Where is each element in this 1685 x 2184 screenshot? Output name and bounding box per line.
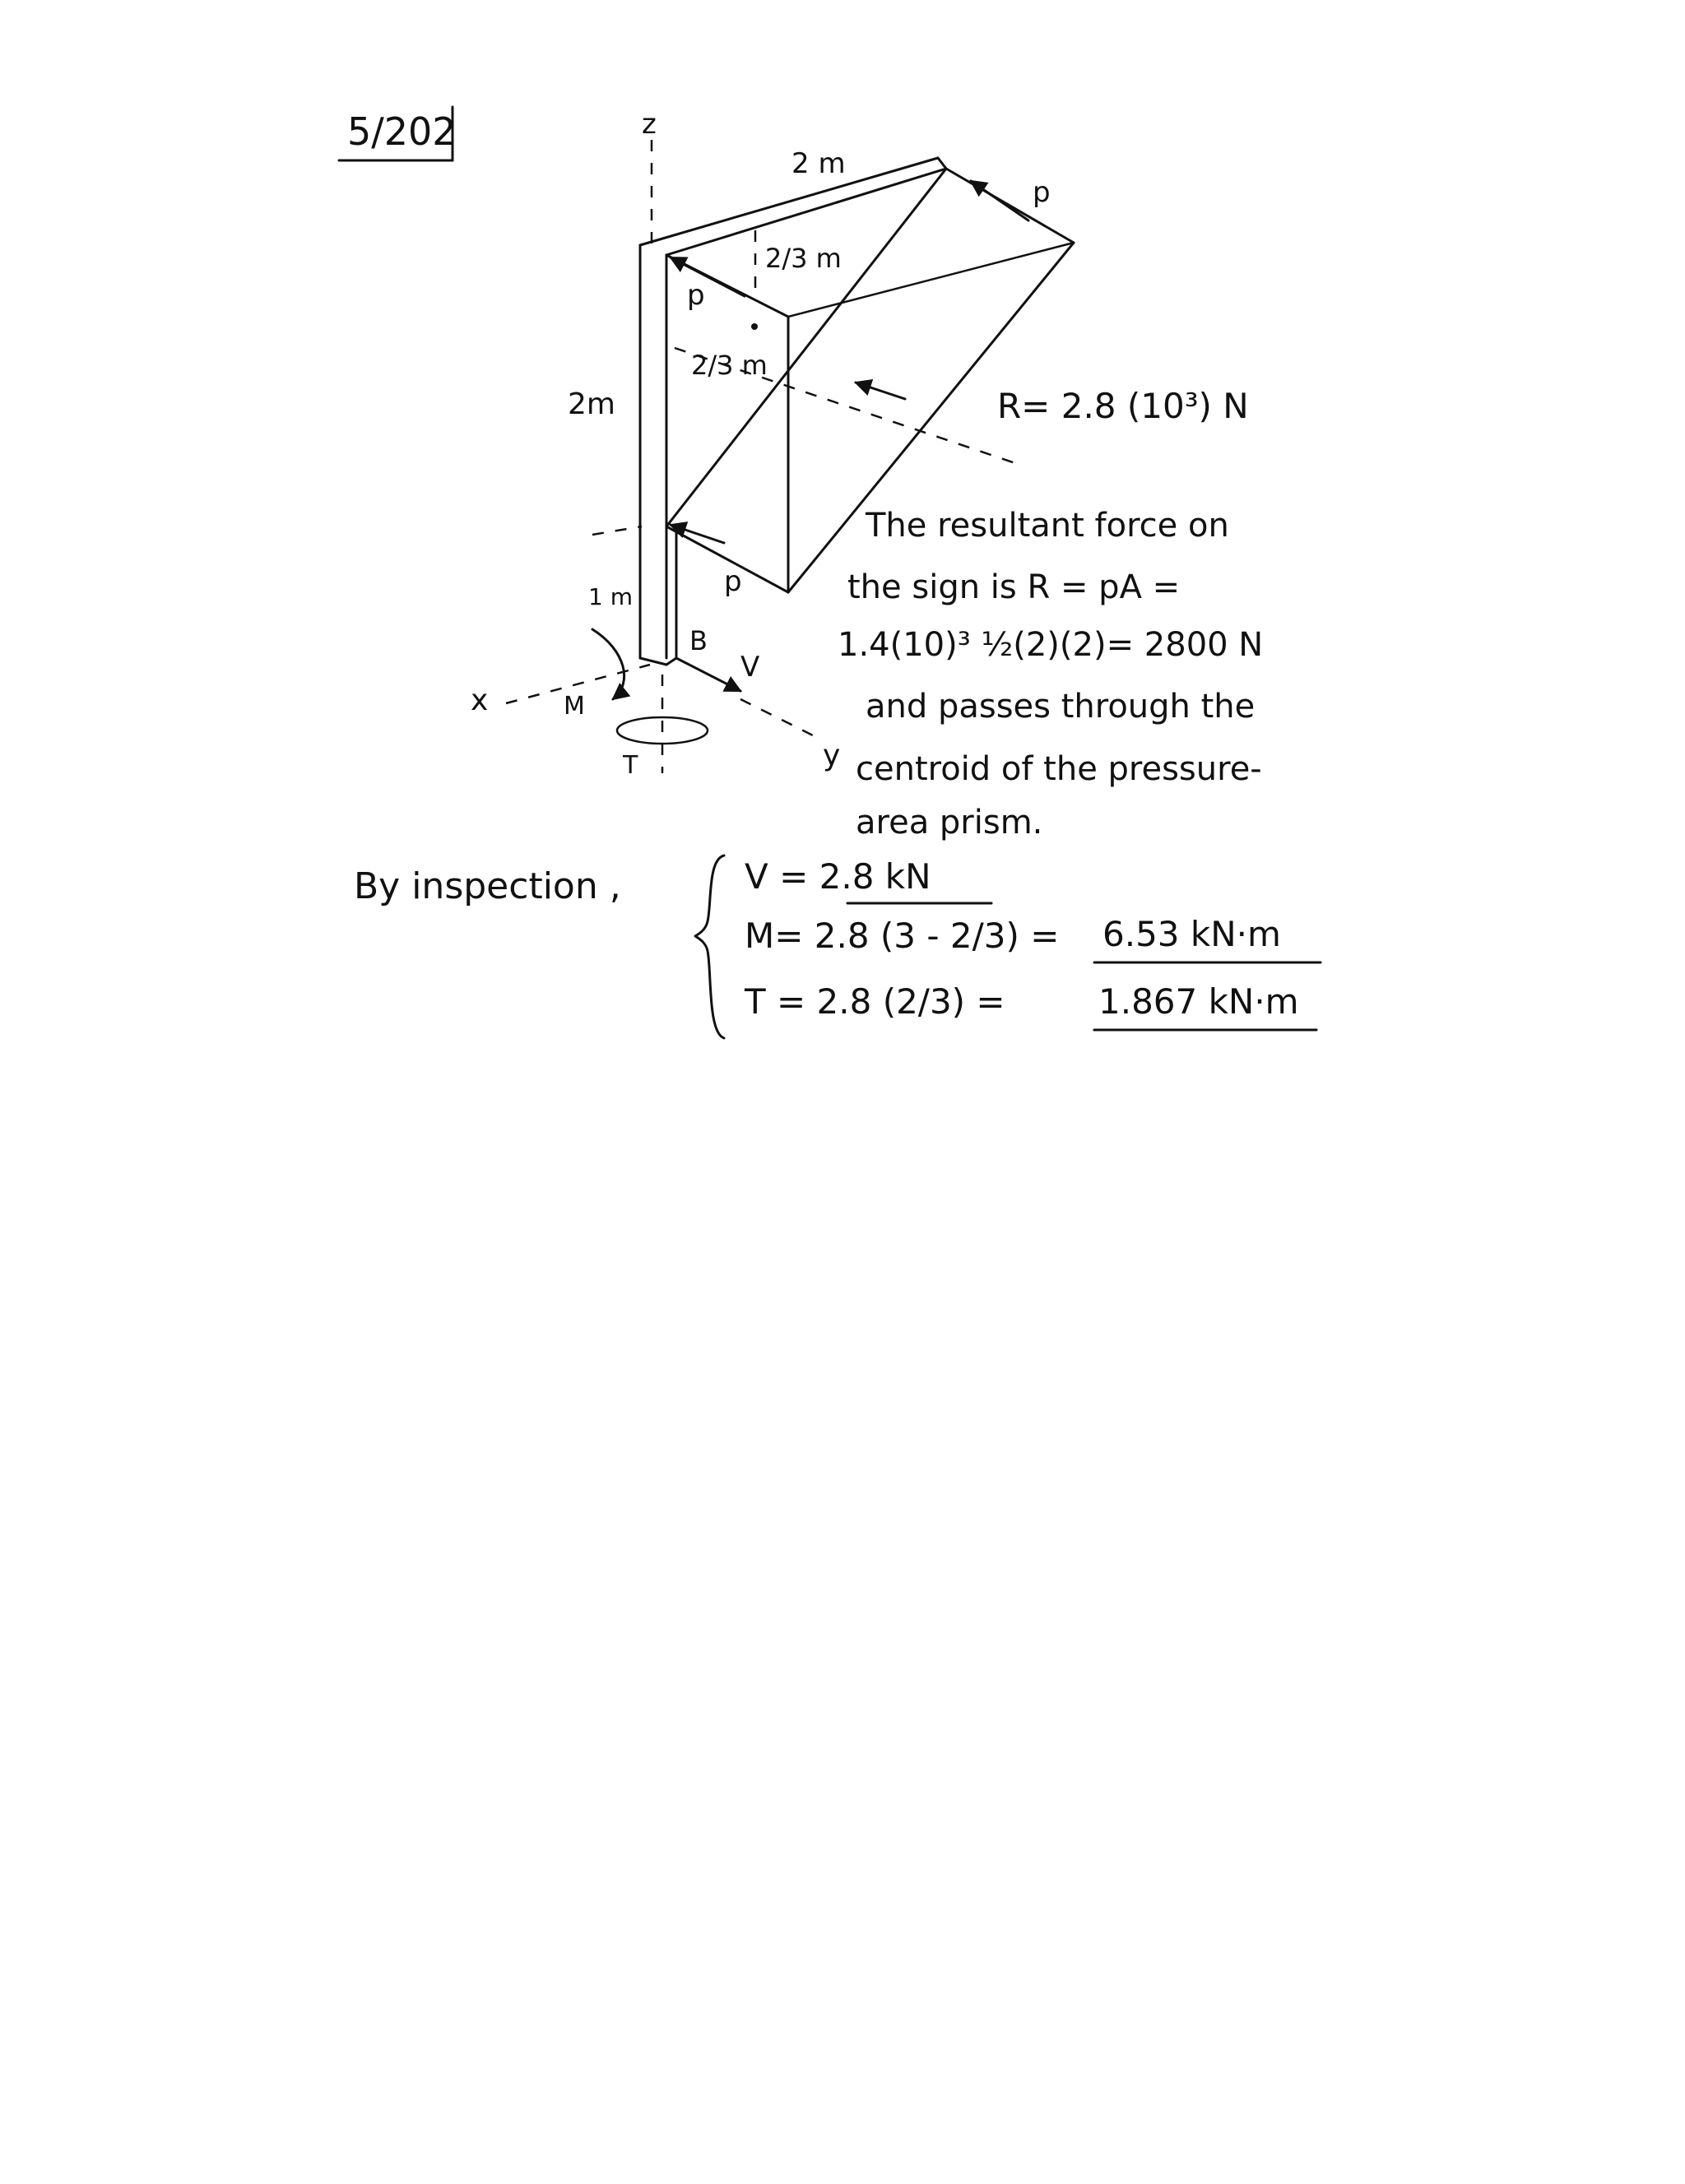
explanation-line-3: 1.4(10)³ ½(2)(2)= 2800 N [838,626,1264,664]
explanation-text [838,507,1263,842]
label-T: T [623,751,638,780]
centroid-point [751,323,758,330]
dim-two-thirds-lower: 2/3 m [691,350,768,381]
prism-top-edge [946,169,1074,243]
explanation-line-4: and passes through the [866,688,1256,726]
sign-figure [471,108,1074,780]
label-M: M [564,692,585,721]
label-V: V [740,651,760,684]
result-V: V = 2.8 kN [745,856,931,897]
pressure-arrow-left [671,257,745,296]
resultant-label: R= 2.8 (10³) N [997,386,1249,426]
y-axis-label: y [823,739,841,772]
dim-top: 2 m [791,147,846,180]
label-p-top: p [1033,176,1051,209]
resultant-arrow [856,383,905,399]
results-block [744,856,1321,1030]
x-axis-label: x [471,684,489,717]
explanation-line-5: centroid of the pressure- [856,750,1262,788]
z-axis-label: z [642,108,657,141]
shear-arrow-V [676,658,740,691]
label-p-left: p [687,279,705,312]
result-T-value: 1.867 kN·m [1098,981,1299,1022]
problem-number: 5/202 [347,109,457,154]
result-M-expression: M= 2.8 (3 - 2/3) = [745,916,1060,956]
by-inspection-label: By inspection , [354,865,621,907]
result-M-value: 6.53 kN·m [1102,914,1281,954]
label-p-bottom: p [724,565,742,598]
explanation-line-6: area prism. [856,804,1043,842]
pressure-arrow-top [971,181,1028,220]
explanation-line-1: The resultant force on [866,507,1229,545]
sign-diagonal [666,169,946,526]
dim-height: 2m [568,387,615,421]
moment-arrow-M [592,629,624,699]
explanation-line-2: the sign is R = pA = [847,568,1181,606]
label-B: B [689,625,708,656]
sign-top-edge [640,158,938,245]
problem-number-box [339,107,457,160]
result-T-expression: T = 2.8 (2/3) = [745,981,1005,1022]
dim-post: 1 m [588,583,633,610]
dim-two-thirds-upper: 2/3 m [765,243,842,274]
y-axis-line [740,699,823,740]
results-brace [695,856,724,1038]
